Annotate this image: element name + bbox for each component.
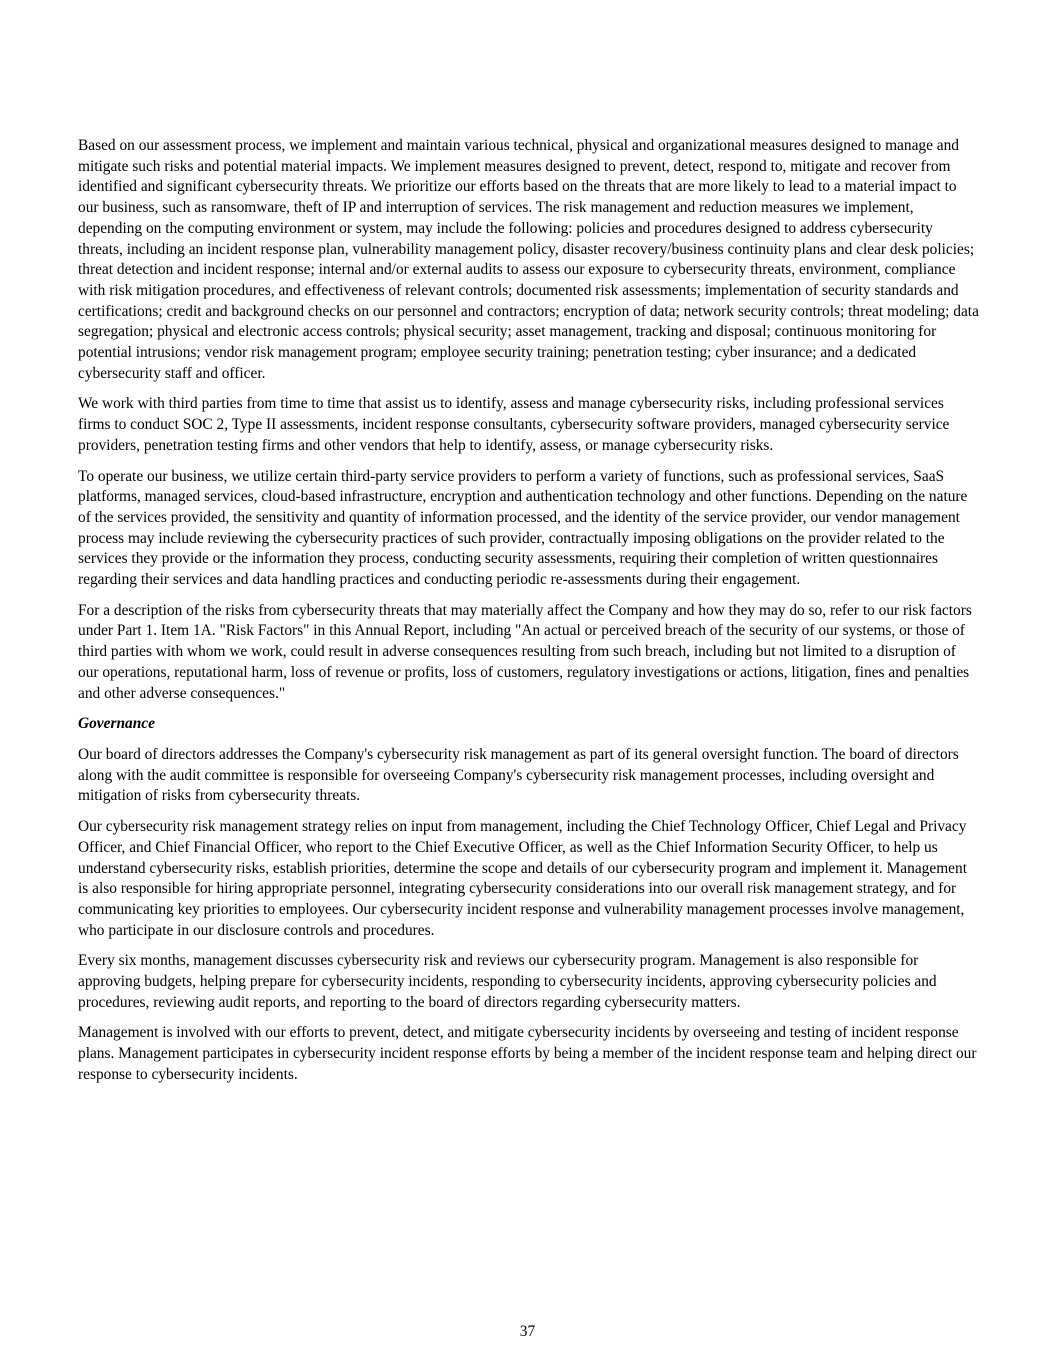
- paragraph-six-month-review: Every six months, management discusses cybersecurity risk and reviews our cybersecurity program. Management is also responsible for approving budgets, helping prepare for cybersecurity incidents, responding to cybersecurity incidents, approving cybersecurity policies and procedures, reviewing audit reports, and reporting to the board of directors regarding cybersecurity matters.: [78, 952, 937, 1011]
- paragraph-risk-factors-reference: For a description of the risks from cybersecurity threats that may materially affect the Company and how they may do so, refer to our risk factors under Part 1. Item 1A. "Risk Factors" in this Annual Report, including "An actual or perceived breach of the security of our systems, or those of third parties with whom we work, could result in adverse consequences resulting from such breach, including but not limited to a disruption of our operations, reputational harm, loss of revenue or profits, loss of customers, regulatory investigations or actions, litigation, fines and penalties and other adverse consequences.": [78, 601, 972, 702]
- document-body: [78, 136, 980, 1096]
- paragraph-management-strategy: Our cybersecurity risk management strategy relies on input from management, including the Chief Technology Officer, Chief Legal and Privacy Officer, and Chief Financial Officer, who report to the Chief Executive Officer, as well as the Chief Information Security Officer, to help us understand cybersecurity risks, establish priorities, determine the scope and details of our cybersecurity program and implement it. Management is also responsible for hiring appropriate personnel, integrating cybersecurity considerations into our overall risk management strategy, and for communicating key priorities to employees. Our cybersecurity incident response and vulnerability management processes involve management, who participate in our disclosure controls and procedures.: [78, 818, 967, 939]
- paragraph-service-providers: To operate our business, we utilize certain third-party service providers to perform a variety of functions, such as professional services, SaaS platforms, managed services, cloud-based infrastructure, encryption and authentication technology and other functions. Depending on the nature of the services provided, the sensitivity and quantity of information processed, and the identity of the service provider, our vendor management process may include reviewing the cybersecurity practices of such provider, contractually imposing obligations on the provider related to the services they provide or the information they process, conducting security assessments, requiring their completion of written questionnaires regarding their services and data handling practices and conducting periodic re-assessments during their engagement.: [78, 467, 968, 589]
- paragraph-incident-response: Management is involved with our efforts to prevent, detect, and mitigate cybersecurity incidents by overseeing and testing of incident response plans. Management participates in cybersecurity incident response efforts by being a member of the incident response team and helping direct our response to cybersecurity incidents.: [78, 1024, 977, 1083]
- paragraph-board-oversight: Our board of directors addresses the Company's cybersecurity risk management as part of its general oversight function. The board of directors along with the audit committee is responsible for overseeing Company's cybersecurity risk management processes, including oversight and mitigation of risks from cybersecurity threats.: [78, 745, 959, 805]
- section-heading-governance: Governance: [78, 715, 155, 733]
- paragraph-security-measures: Based on our assessment process, we implement and maintain various technical, physical and organizational measures designed to manage and mitigate such risks and potential material impacts. We implement measures designed to prevent, detect, respond to, mitigate and recover from identified and significant cybersecurity threats. We prioritize our efforts based on the threats that are more likely to lead to a material impact to our business, such as ransomware, theft of IP and interruption of services. The risk management and reduction measures we implement, depending on the computing environment or system, may include the following: policies and procedures designed to address cybersecurity threats, including an incident response plan, vulnerability management policy, disaster recovery/business continuity plans and clear desk policies; threat detection and incident response; internal and/or external audits to assess our exposure to cybersecurity threats, environment, compliance with risk mitigation procedures, and effectiveness of relevant controls; documented risk assessments; implementation of security standards and certifications; credit and background checks on our personnel and contractors; encryption of data; network security controls; threat modeling; data segregation; physical and electronic access controls; physical security; asset management, tracking and disposal; continuous monitoring for potential intrusions; vendor risk management program; employee security training; penetration testing; cyber insurance; and a dedicated cybersecurity staff and officer.: [78, 137, 979, 382]
- page-number: 37: [519, 1323, 536, 1340]
- paragraph-third-parties: We work with third parties from time to time that assist us to identify, assess and manage cybersecurity risks, including professional services firms to conduct SOC 2, Type II assessments, incident response consultants, cybersecurity software providers, managed cybersecurity service providers, penetration testing firms and other vendors that help to identify, assess, or manage cybersecurity risks.: [78, 395, 950, 454]
